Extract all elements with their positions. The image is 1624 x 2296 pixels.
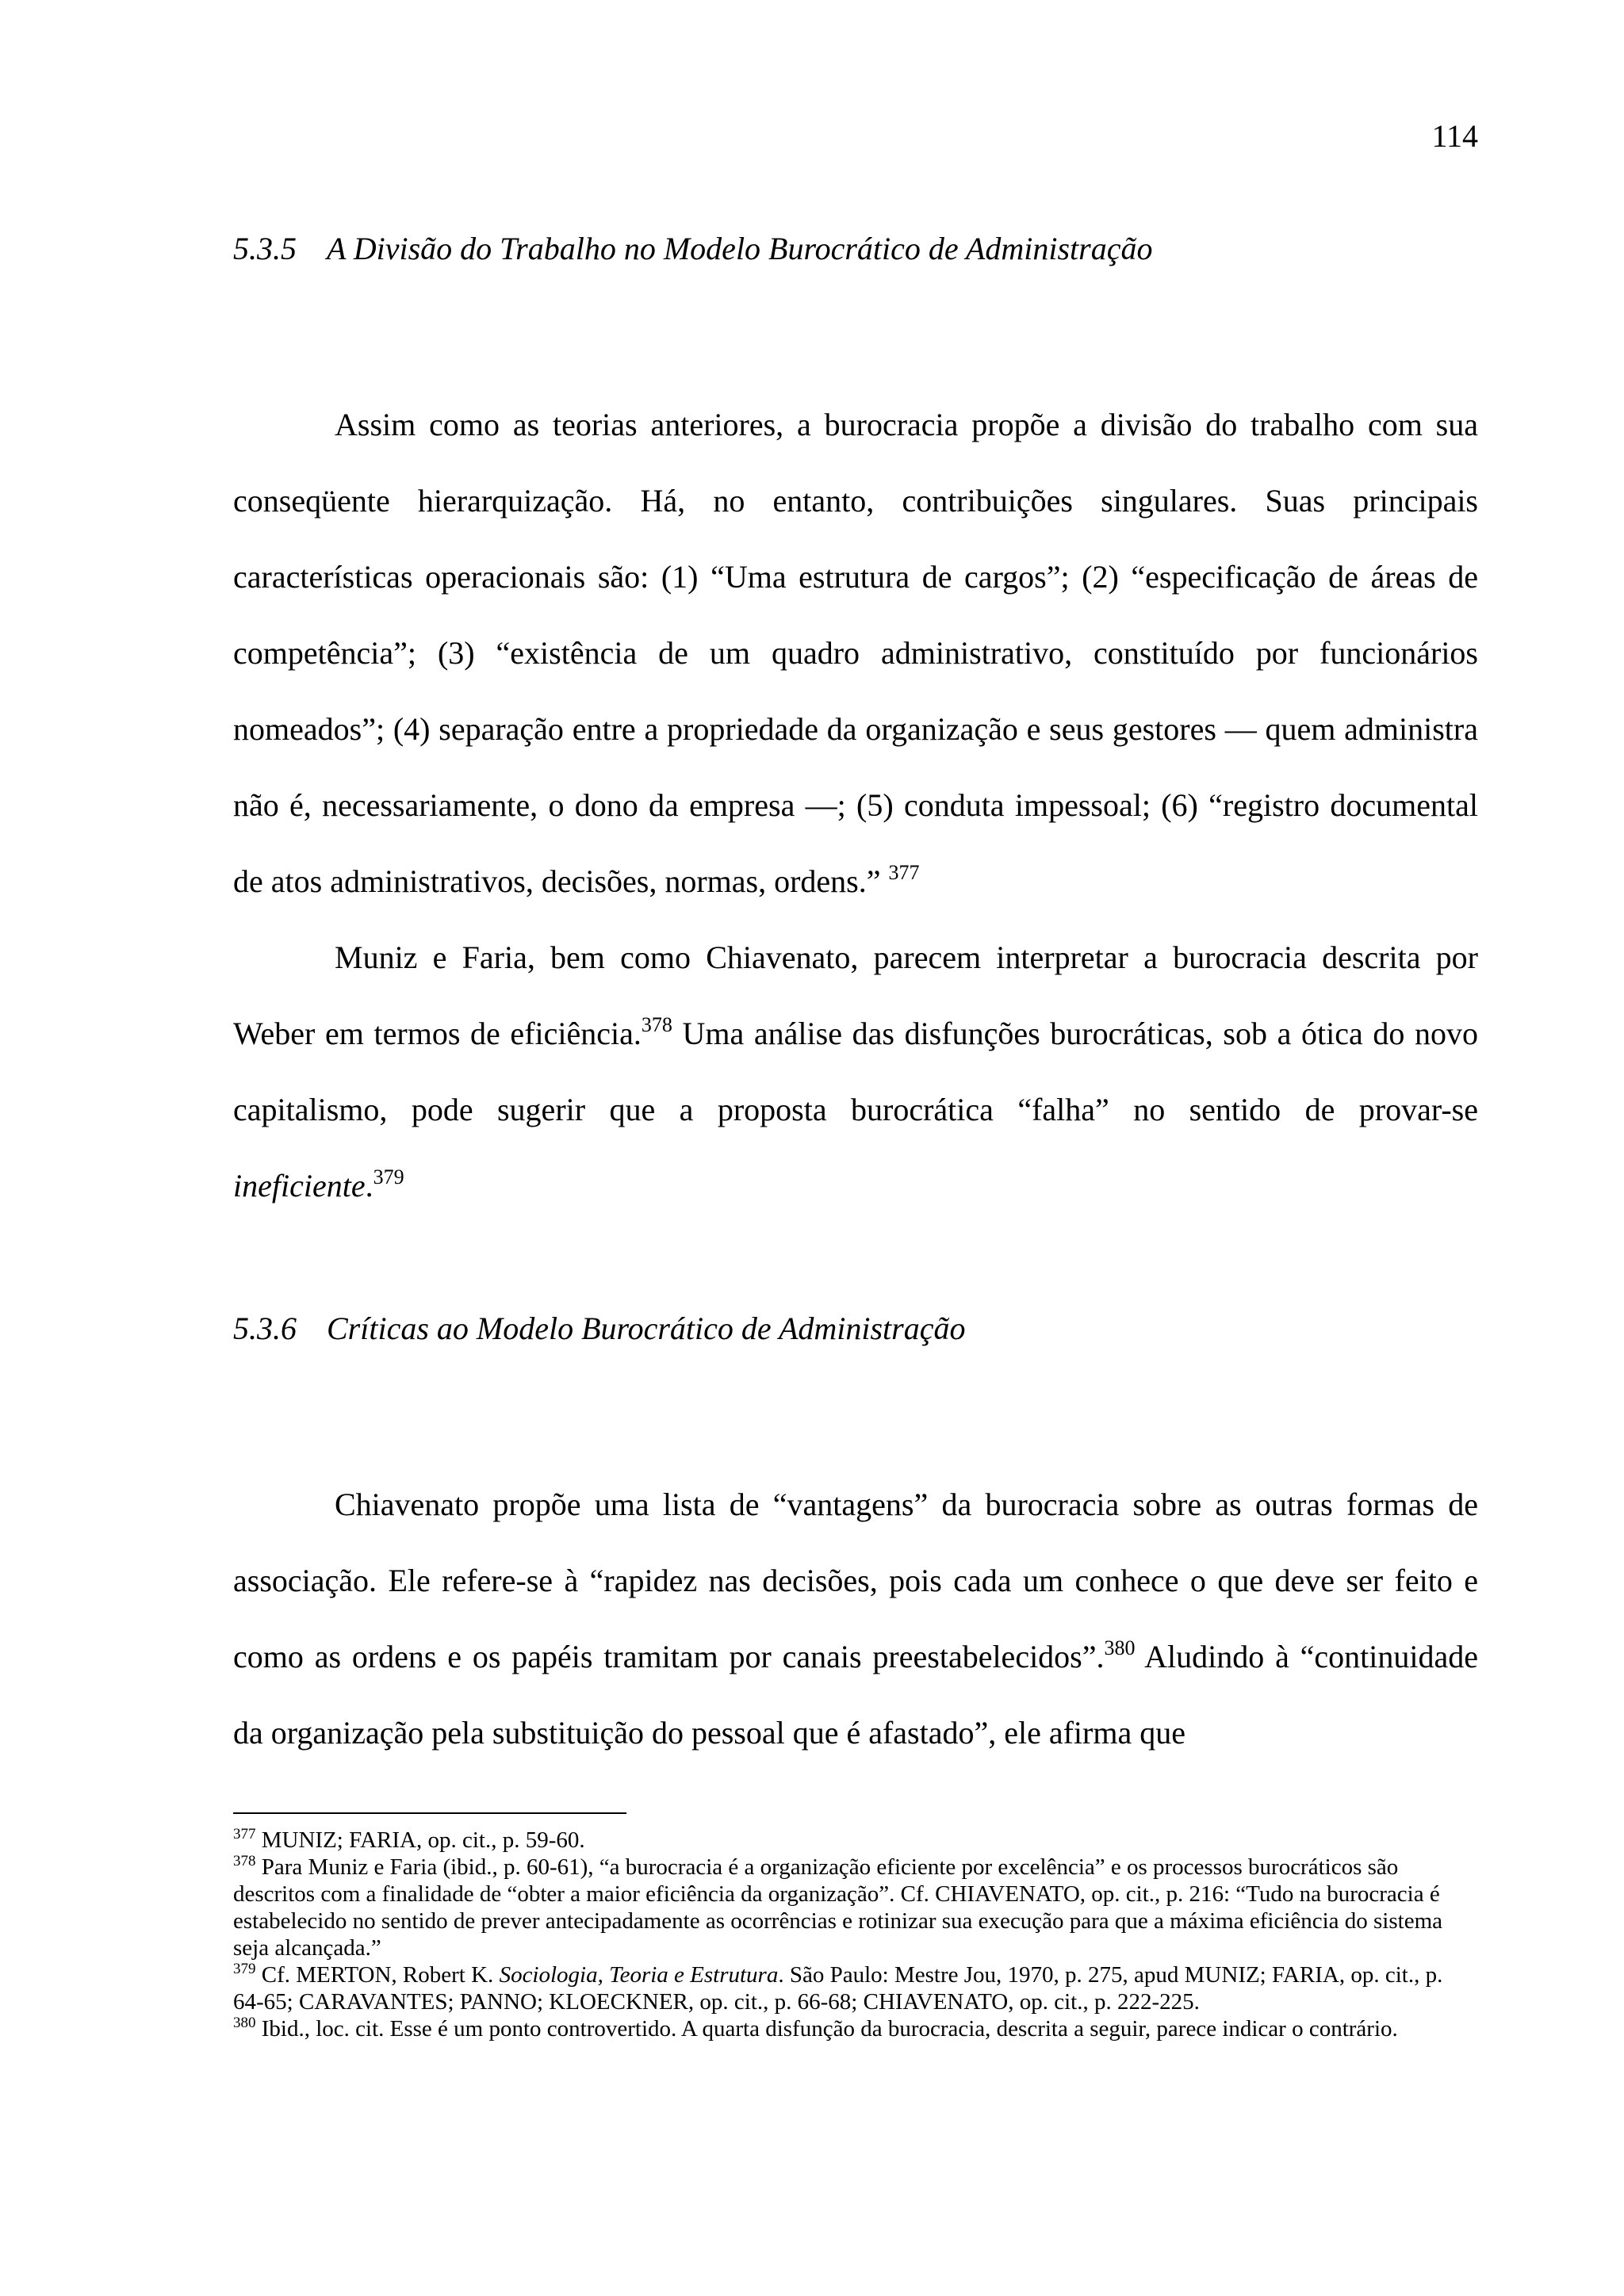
footnote-text: Ibid., loc. cit. Esse é um ponto controvertido. A quarta disfunção da burocracia, descrita a seguir, parece indicar o contrário. bbox=[255, 2016, 1398, 2042]
footnote-number: 378 bbox=[233, 1853, 256, 1869]
paragraph-text: Assim como as teorias anteriores, a burocracia propõe a divisão do trabalho com sua conseqüente hierarquização. Há, no entanto, contribuições singulares. Suas principais características operacionais são: (1) “Uma estrutura de cargos”; (2) “especificação de áreas de competência”; (3) “existência de um quadro administrativo, constituído por funcionários nomeados”; (4) separação entre a propriedade da organização e seus gestores — quem administra não é, necessariamente, o dono da empresa —; (5) conduta impessoal; (6) “registro documental de atos administrativos, decisões, normas, ordens.” bbox=[233, 407, 1478, 899]
footnote-number: 380 bbox=[233, 2015, 256, 2031]
paragraph-text: . bbox=[365, 1168, 373, 1203]
footnote-378 bbox=[233, 1854, 1478, 1961]
emphasis-text: ineficiente bbox=[233, 1168, 366, 1203]
section-body-5-3-5 bbox=[233, 387, 1478, 1224]
footnote-ref-380[interactable]: 380 bbox=[1104, 1636, 1136, 1659]
footnote-ref-379[interactable]: 379 bbox=[373, 1165, 404, 1188]
book-title: Sociologia, Teoria e Estrutura bbox=[499, 1962, 779, 1988]
paragraph-1 bbox=[233, 387, 1478, 920]
footnote-377 bbox=[233, 1827, 1478, 1854]
section-body-5-3-6 bbox=[233, 1467, 1478, 1771]
paragraph-text: Muniz e Faria, bem como Chiavenato, parecem interpretar a burocracia descrita por Weber em termos de eficiência. bbox=[233, 939, 1478, 1051]
paragraph-text: Aludindo à “continuidade da organização pela substituição do pessoal que é afastado”, ele afirma que bbox=[233, 1639, 1479, 1751]
footnote-379 bbox=[233, 1961, 1478, 2015]
section-number: 5.3.5 bbox=[233, 231, 297, 266]
section-title: Críticas ao Modelo Burocrático de Administração bbox=[327, 1311, 966, 1346]
section-heading-5-3-5 bbox=[233, 230, 1478, 267]
footnote-ref-377[interactable]: 377 bbox=[888, 861, 920, 884]
footnote-text: . São Paulo: Mestre Jou, 1970, p. 275, apud MUNIZ; FARIA, op. cit., p. 64-65; CARAVANTES; PANNO; KLOECKNER, op. cit., p. 66-68; CHIAVENATO, op. cit., p. 222-225. bbox=[233, 1962, 1443, 2015]
section-heading-5-3-6 bbox=[233, 1310, 1478, 1347]
footnotes bbox=[233, 1827, 1478, 2042]
paragraph-3 bbox=[233, 1467, 1478, 1771]
footnote-ref-378[interactable]: 378 bbox=[641, 1013, 672, 1036]
paragraph-text: Uma análise das disfunções burocráticas, sob a ótica do novo capitalismo, pode sugerir que a proposta burocrática “falha” no sentido de provar-se bbox=[233, 1016, 1478, 1127]
footnote-number: 379 bbox=[233, 1961, 256, 1977]
paragraph-2 bbox=[233, 920, 1478, 1224]
footnote-text: Para Muniz e Faria (ibid., p. 60-61), “a burocracia é a organização eficiente por excelência” e os processos burocráticos são descritos com a finalidade de “obter a maior eficiência da organização”. Cf. CHIAVENATO, op. cit., p. 216: “Tudo na burocracia é estabelecido no sentido de prever antecipadamente as ocorrências e rotinizar sua execução para que a máxima eficiência do sistema seja alcançada.” bbox=[233, 1854, 1442, 1961]
footnote-number: 377 bbox=[233, 1826, 256, 1843]
paragraph-text: Chiavenato propõe uma lista de “vantagens” da burocracia sobre as outras formas de associação. Ele refere-se à “rapidez nas decisões, pois cada um conhece o que deve ser feito e como as ordens e os papéis tramitam por canais preestabelecidos”. bbox=[233, 1487, 1478, 1674]
footnote-text: Cf. MERTON, Robert K. bbox=[255, 1962, 500, 1988]
footnote-380 bbox=[233, 2015, 1478, 2042]
section-title: A Divisão do Trabalho no Modelo Burocrático de Administração bbox=[327, 231, 1153, 266]
footnote-text: MUNIZ; FARIA, op. cit., p. 59-60. bbox=[255, 1827, 585, 1853]
footnote-separator bbox=[233, 1812, 626, 1814]
section-number: 5.3.6 bbox=[233, 1311, 297, 1346]
page-number: 114 bbox=[1431, 118, 1478, 154]
